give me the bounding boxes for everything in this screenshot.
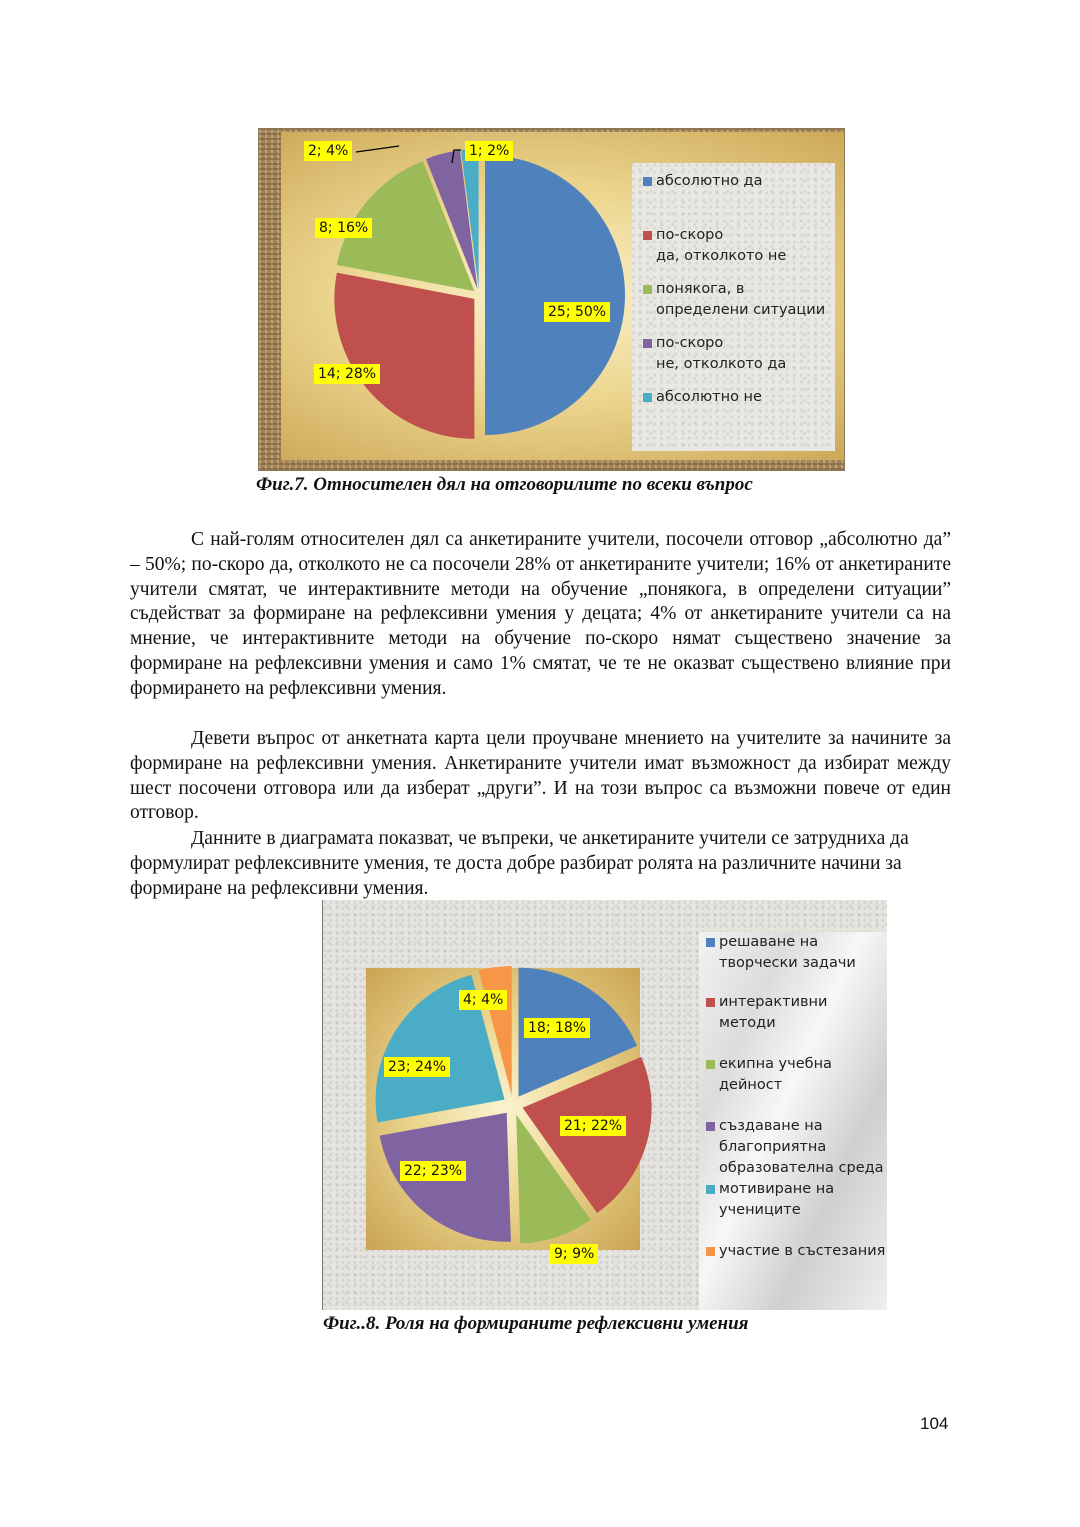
legend-swatch <box>643 177 652 186</box>
data-label-rather-no: 2; 4% <box>304 141 352 161</box>
legend-swatch <box>643 231 652 240</box>
data-label-sometimes: 8; 16% <box>315 218 372 238</box>
legend-item: мотивиране на учениците <box>705 1179 887 1221</box>
chart-legend <box>632 163 835 451</box>
data-label-interactive-methods: 21; 22% <box>560 1116 626 1136</box>
legend-swatch <box>643 393 652 402</box>
legend-item: създаване на благоприятна образователна среда <box>705 1116 887 1179</box>
legend-item: участие в състезания <box>705 1241 887 1262</box>
chart-legend <box>699 932 887 1310</box>
pie-slice-2 <box>334 273 474 439</box>
paragraph-2: Девети въпрос от анкетната карта цели проучване мнението на учителите за начините за формиране на рефлексивни умения. Анкетираните учители имат възможност да избират между шест посочени отговора или да изберат „други”. И на този въпрос са възможни повече от един отговор. <box>130 728 951 824</box>
leader-line <box>356 146 399 152</box>
data-label-competitions: 4; 4% <box>459 990 507 1010</box>
figure-7-chart <box>258 128 845 471</box>
legend-item: по-скоро да, отколкото не <box>642 225 829 267</box>
data-label-team-activity: 9; 9% <box>550 1244 598 1264</box>
figure-8-caption: Фиг..8. Роля на формираните рефлексивни умения <box>323 1313 749 1334</box>
legend-item: абсолютно не <box>642 387 829 408</box>
legend-swatch <box>706 1247 715 1256</box>
pie-slice-1 <box>485 155 625 435</box>
legend-item: екипна учебна дейност <box>705 1054 887 1096</box>
data-label-creative-tasks: 18; 18% <box>524 1018 590 1038</box>
paragraph-1: С най-голям относителен дял са анкетираните учители, посочели отговор „абсолютно да” – 50%; по-скоро да, отколкото не са посочели 28% от анкетираните учители; 16% от анкетираните учители смятат, че интерактивните методи на обучение „понякога, в определени ситуации” съдействат за формиране на рефлексивни умения у децата; 4% от анкетираните учители са на мнение, че интерактивните методи на обучение по-скоро нямат съществено значение за формиране на рефлексивни умения и само 1% смятат, че те не оказват съществено влияние при формирането на рефлексивни умения. <box>130 529 951 699</box>
legend-swatch <box>706 1060 715 1069</box>
legend-swatch <box>706 998 715 1007</box>
legend-item: понякога, в определени ситуации <box>642 279 829 321</box>
data-label-absolutely-no: 1; 2% <box>465 141 513 161</box>
legend-swatch <box>643 339 652 348</box>
page-number: 104 <box>920 1414 949 1433</box>
legend-swatch <box>706 938 715 947</box>
paragraph-3: Данните в диаграмата показват, че въпреки, че анкетираните учители се затрудниха да формулират рефлексивните умения, те доста добре разбират ролята на различните начини за формиране на рефлексивни умения. <box>130 828 909 899</box>
figure-7-caption: Фиг.7. Относителен дял на отговорилите по всеки въпрос <box>256 474 753 495</box>
legend-swatch <box>706 1185 715 1194</box>
data-label-absolutely-yes: 25; 50% <box>544 302 610 322</box>
legend-item: интерактивни методи <box>705 992 887 1034</box>
legend-swatch <box>643 285 652 294</box>
figure-8-chart <box>322 900 887 1310</box>
data-label-favorable-environment: 22; 23% <box>400 1161 466 1181</box>
legend-item: абсолютно да <box>642 171 829 192</box>
data-label-rather-yes: 14; 28% <box>314 364 380 384</box>
legend-swatch <box>706 1122 715 1131</box>
legend-item: решаване на творчески задачи <box>705 932 887 974</box>
legend-item: по-скоро не, отколкото да <box>642 333 829 375</box>
data-label-motivating-students: 23; 24% <box>384 1057 450 1077</box>
